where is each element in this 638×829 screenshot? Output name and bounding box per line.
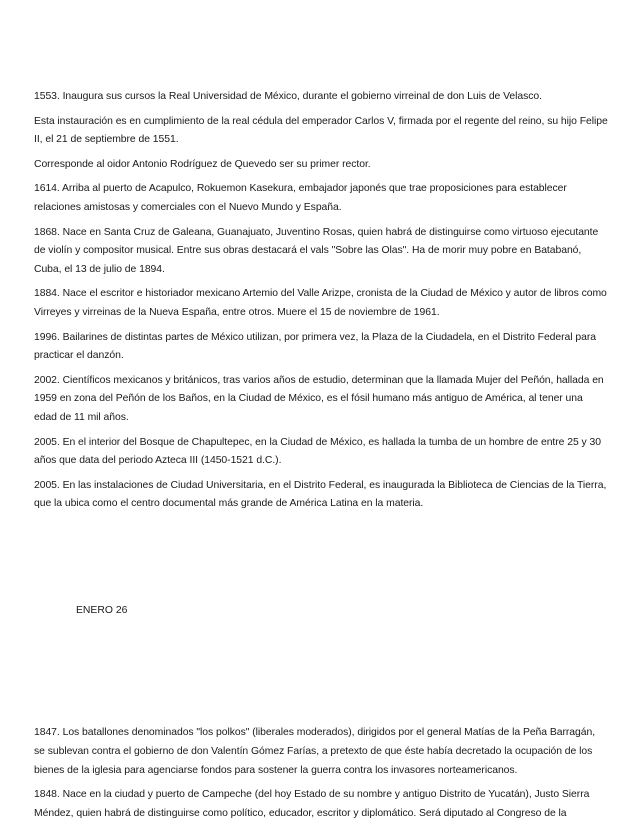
paragraph: 2005. En el interior del Bosque de Chapultepec, en la Ciudad de México, es hallada la tumba de un hombre de entre 25 y 30 años que data del periodo Azteca III (1450-1521 d.C.).: [34, 436, 601, 467]
paragraph: 1847. Los batallones denominados "los polkos" (liberales moderados), dirigidos por el general Matías de la Peña Barragán, se sublevan contra el gobierno de don Valentín Gómez Farías, a pretexto de que éste había decretado la ocupación de los bienes de la iglesia para agenciarse fondos para sostener la guerra contra los invasores norteamericanos.: [34, 727, 596, 776]
date-heading: ENERO 26: [76, 604, 128, 616]
spacer: [34, 620, 608, 724]
document-page: [34, 88, 608, 829]
section-enero-26: [34, 724, 608, 823]
spacer: [34, 520, 608, 602]
paragraph: Corresponde al oidor Antonio Rodríguez de Quevedo ser su primer rector.: [34, 158, 371, 170]
section-enero-25: [34, 88, 608, 514]
paragraph: Esta instauración es en cumplimiento de la real cédula del emperador Carlos V, firmada por el regente del reino, su hijo Felipe II, el 21 de septiembre de 1551.: [34, 115, 608, 146]
paragraph: 1848. Nace en la ciudad y puerto de Campeche (del hoy Estado de su nombre y antiguo Distrito de Yucatán), Justo Sierra Méndez, quien habrá de distinguirse como político, educador, escritor y diplomático. Será diputado al Congreso de la: [34, 789, 590, 819]
paragraph: 1868. Nace en Santa Cruz de Galeana, Guanajuato, Juventino Rosas, quien habrá de distinguirse como virtuoso ejecutante de violín y compositor musical. Entre sus obras destacará el vals "Sobre las Olas". Ha de morir muy pobre en Batabanó, Cuba, el 13 de julio de 1894.: [34, 226, 599, 275]
paragraph: 2005. En las instalaciones de Ciudad Universitaria, en el Distrito Federal, es inaugurada la Biblioteca de Ciencias de la Tierra, que la ubica como el centro documental más grande de América Latina en la materia.: [34, 479, 607, 510]
paragraph: 2002. Científicos mexicanos y británicos, tras varios años de estudio, determinan que la llamada Mujer del Peñón, hallada en 1959 en zona del Peñón de los Baños, en la Ciudad de México, es el fósil humano más antiguo de América, al tener una edad de 11 mil años.: [34, 374, 604, 423]
paragraph: 1614. Arriba al puerto de Acapulco, Rokuemon Kasekura, embajador japonés que trae proposiciones para establecer relaciones amistosas y comerciales con el Nuevo Mundo y España.: [34, 183, 567, 213]
paragraph: 1884. Nace el escritor e historiador mexicano Artemio del Valle Arizpe, cronista de la Ciudad de México y autor de libros como Virreyes y virreinas de la Nueva España, entre otros. Muere el 15 de noviembre de 1961.: [34, 288, 607, 318]
paragraph: 1996. Bailarines de distintas partes de México utilizan, por primera vez, la Plaza de la Ciudadela, en el Distrito Federal para practicar el danzón.: [34, 331, 596, 362]
paragraph: 1553. Inaugura sus cursos la Real Universidad de México, durante el gobierno virreinal de don Luis de Velasco.: [34, 91, 542, 102]
